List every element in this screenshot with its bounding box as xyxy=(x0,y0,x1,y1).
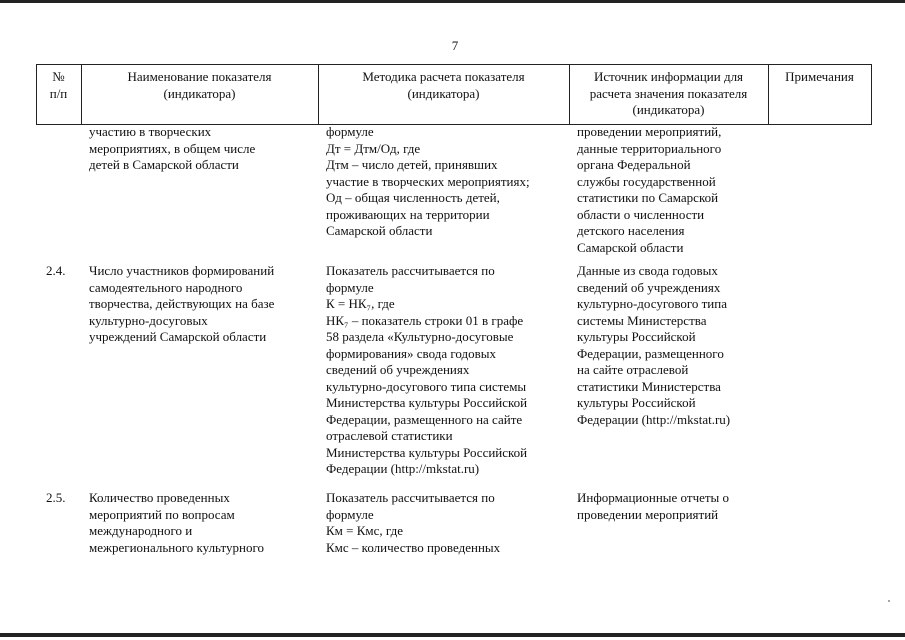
row-indicator-name: Число участников формирований самодеятельного народного творчества, действующих на базе культурно-досуговых учреждений Самарской области xyxy=(89,263,275,344)
row-indicator-name: Количество проведенных мероприятий по вопросам международного и межрегионального культурного xyxy=(89,490,264,555)
table-top-border xyxy=(36,64,872,65)
row-calculation-method: формуле Дт = Дтм/Од, где Дтм – число детей, принявших участие в творческих мероприятиях; Од – общая численность детей, проживающих на территории Самарской области xyxy=(326,124,530,238)
row-indicator-name: участию в творческих мероприятиях, в общем числе детей в Самарской области xyxy=(89,124,256,172)
bottom-border xyxy=(0,633,905,637)
header-divider xyxy=(871,64,872,125)
row-calculation-method: Показатель рассчитывается по формуле К = НК₇, где НК₇ – показатель строки 01 в графе 58 раздела «Культурно-досуговые формирования» свода годовых сведений об учреждениях культурно-досугового типа системы Министерства культуры Российской Федерации, размещенного на сайте отраслевой статистики Министерства культуры Российской Федерации (http://mkstat.ru) xyxy=(326,263,528,476)
row-number: 2.5. xyxy=(46,490,66,505)
row-calculation-method: Показатель рассчитывается по формуле Км = Кмс, где Кмс – количество проведенных xyxy=(326,490,501,555)
header-info-source: Источник информации для расчета значения показателя (индикатора) xyxy=(589,69,748,117)
top-border xyxy=(0,0,905,3)
page-number: 7 xyxy=(451,38,459,53)
header-num: № п/п xyxy=(49,69,68,101)
header-notes: Примечания xyxy=(785,69,854,84)
row-info-source: Информационные отчеты о проведении мероприятий xyxy=(577,490,730,522)
header-calculation-method: Методика расчета показателя (индикатора) xyxy=(362,69,525,101)
row-info-source: Данные из свода годовых сведений об учреждениях культурно-досугового типа системы Министерства культуры Российской Федерации, размещенного на сайте отраслевой статистики Министерства культуры Российской Федерации (http://mkstat.ru) xyxy=(577,263,731,427)
row-info-source: проведении мероприятий, данные территориального органа Федеральной службы государственной статистики по Самарской области о численности детского населения Самарской области xyxy=(577,124,722,255)
scan-speck xyxy=(888,600,890,602)
row-number: 2.4. xyxy=(46,263,66,278)
header-indicator-name: Наименование показателя (индикатора) xyxy=(127,69,272,101)
